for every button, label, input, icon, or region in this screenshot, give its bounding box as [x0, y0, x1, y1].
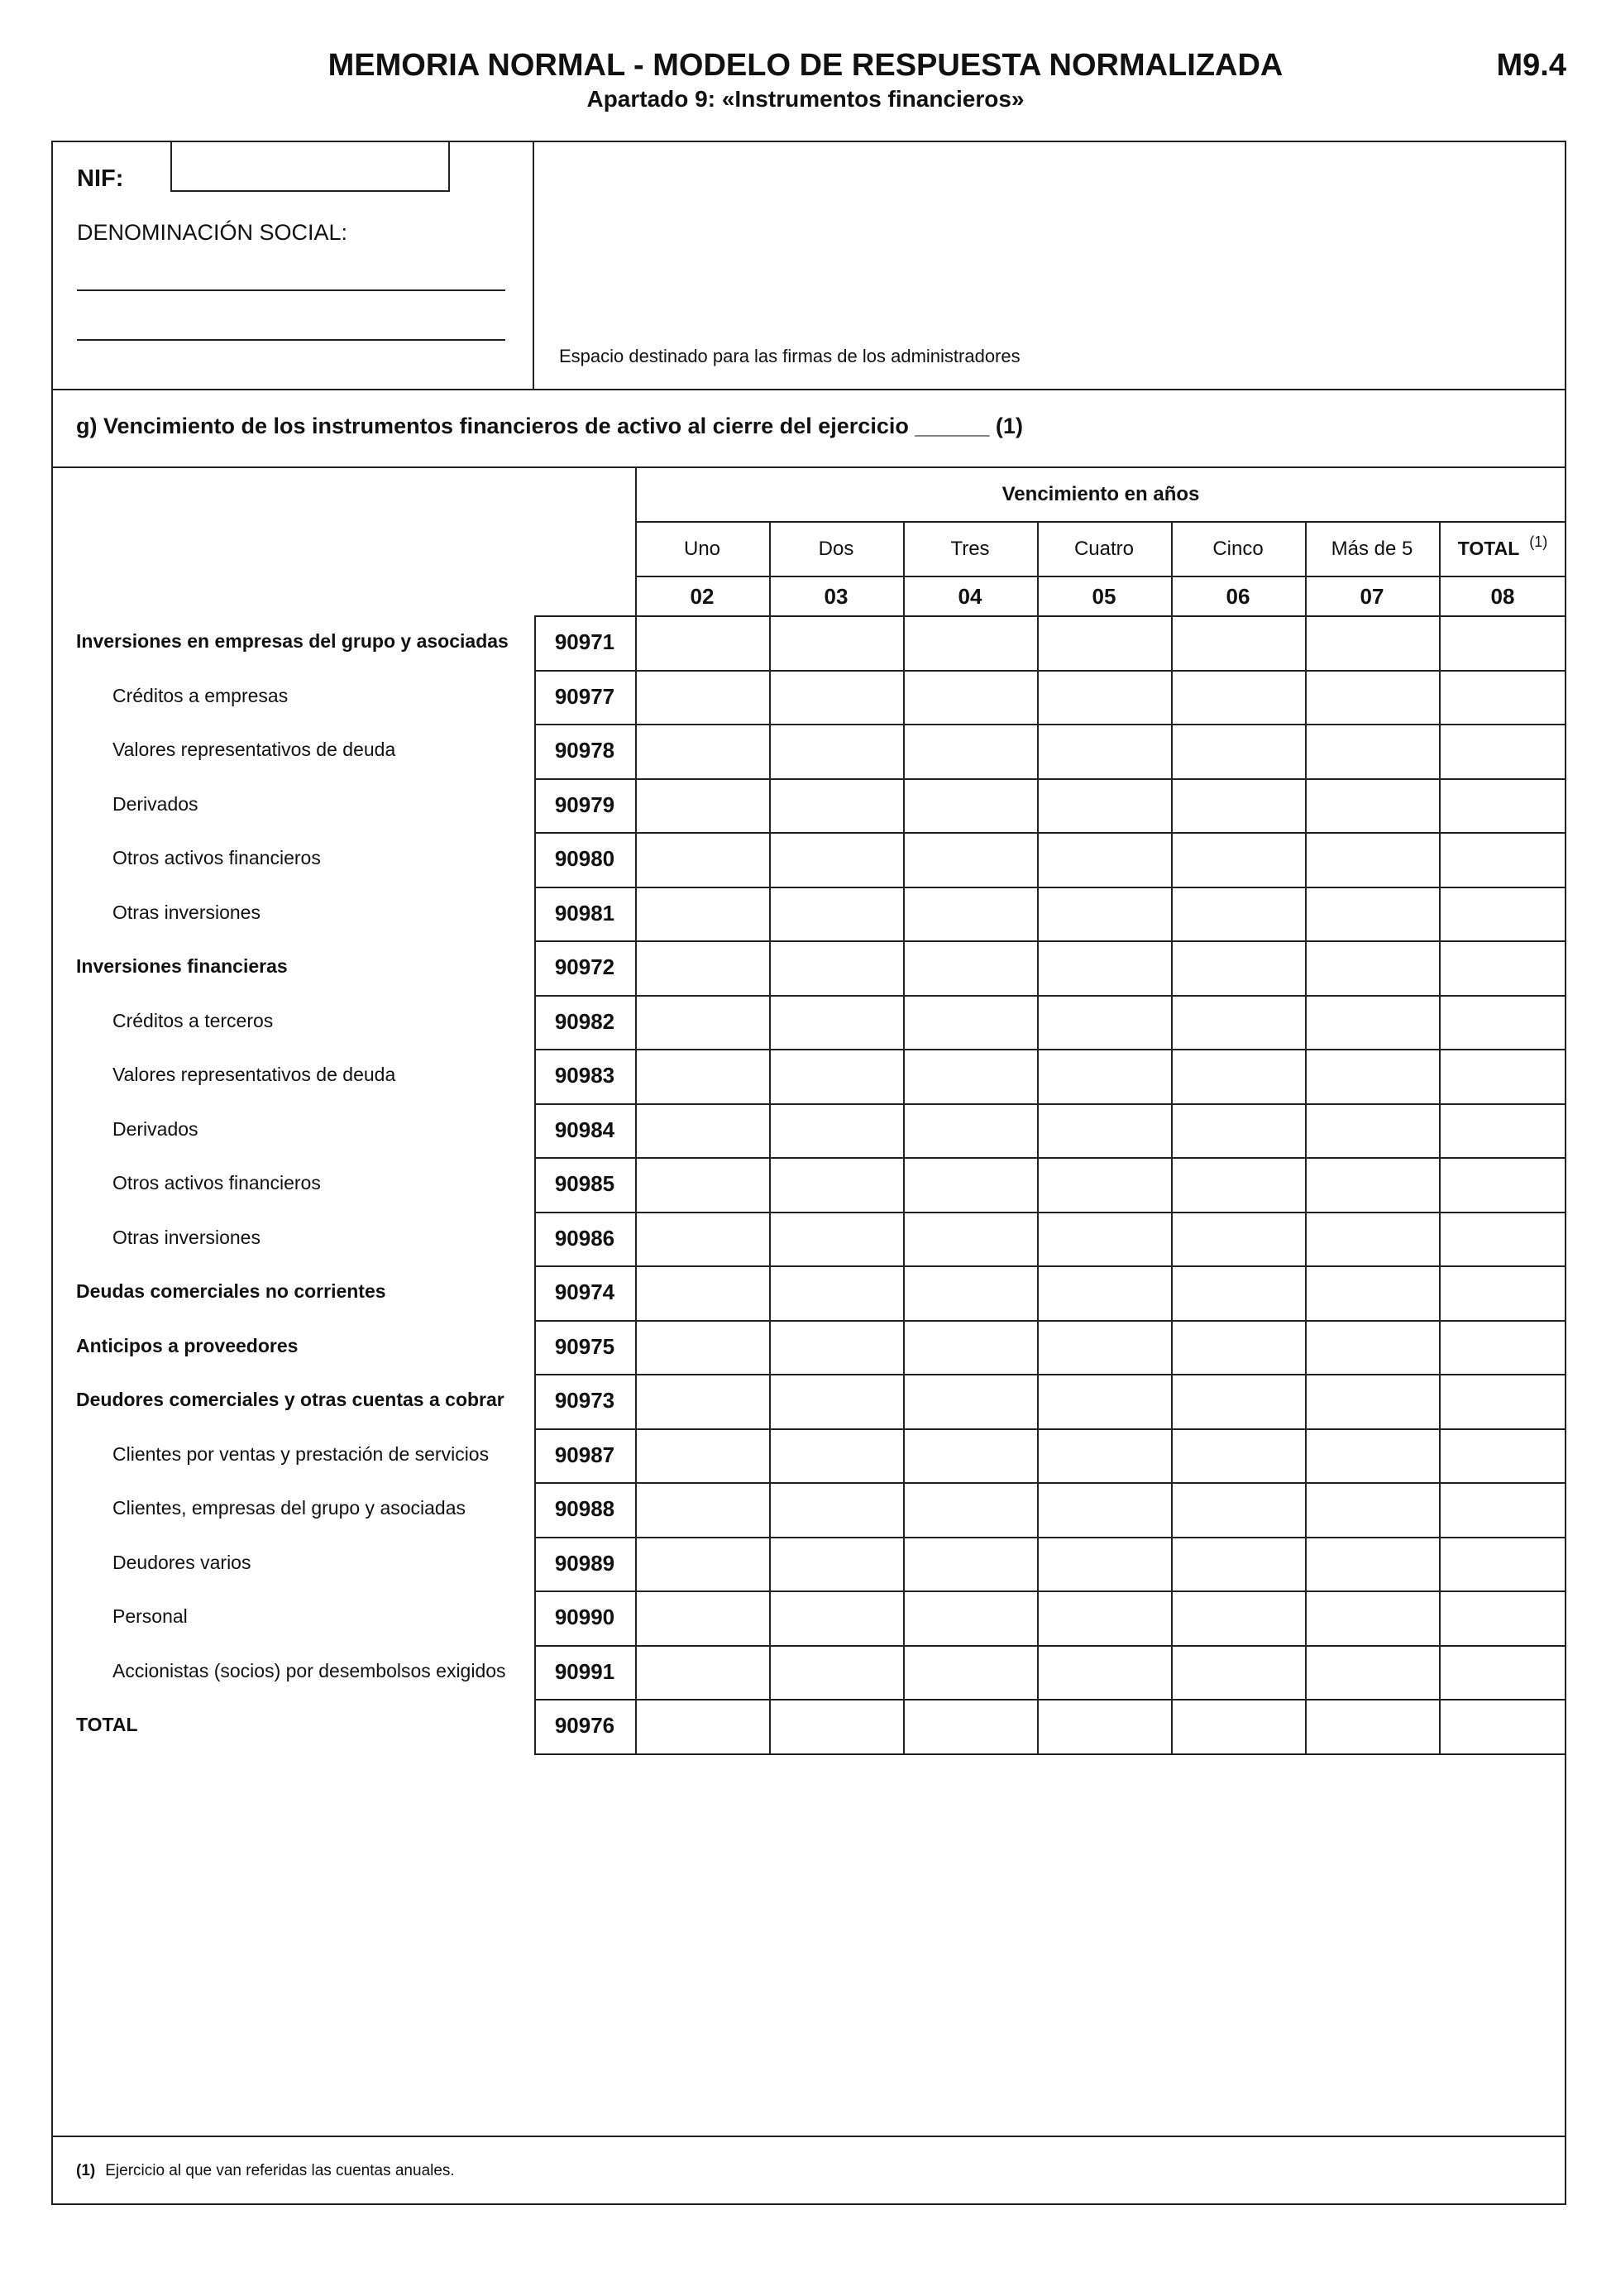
value-cell[interactable] — [1173, 1430, 1303, 1481]
value-cell[interactable] — [1441, 997, 1565, 1048]
value-cell[interactable] — [1039, 1213, 1169, 1265]
value-cell[interactable] — [637, 997, 767, 1048]
column-header-label: Uno — [683, 538, 721, 560]
value-cell[interactable] — [637, 1375, 767, 1427]
value-cell[interactable] — [905, 1484, 1035, 1535]
value-cell[interactable] — [1173, 834, 1303, 885]
row-code: 90991 — [554, 1658, 615, 1684]
column-header-label: Cuatro — [1073, 538, 1135, 560]
value-cell[interactable] — [1173, 617, 1303, 668]
value-cell[interactable] — [1307, 1647, 1437, 1698]
column-code: 06 — [1226, 584, 1250, 609]
maturity-group-header: Vencimiento en años — [1001, 483, 1200, 505]
value-cell[interactable] — [637, 1322, 767, 1373]
value-cell[interactable] — [1307, 1375, 1437, 1427]
value-cell[interactable] — [637, 1430, 767, 1481]
value-cell[interactable] — [1039, 997, 1169, 1048]
footnote-reference: (1) — [1529, 533, 1548, 550]
form-frame — [51, 141, 1566, 2205]
value-cell[interactable] — [771, 1213, 901, 1265]
value-cell[interactable] — [1441, 780, 1565, 831]
row-label: Clientes por ventas y prestación de servicios — [112, 1442, 490, 1465]
value-cell[interactable] — [771, 725, 901, 777]
value-cell[interactable] — [1039, 1700, 1169, 1752]
form-code: M9.4 — [1496, 48, 1566, 83]
value-cell[interactable] — [1307, 1322, 1437, 1373]
value-cell[interactable] — [771, 1375, 901, 1427]
column-header-label: Tres — [950, 538, 990, 560]
value-cell[interactable] — [905, 1647, 1035, 1698]
value-cell[interactable] — [771, 617, 901, 668]
value-cell[interactable] — [1039, 1647, 1169, 1698]
value-cell[interactable] — [1039, 1267, 1169, 1318]
value-cell[interactable] — [1441, 617, 1565, 668]
value-cell[interactable] — [1173, 1484, 1303, 1535]
value-cell[interactable] — [1039, 888, 1169, 940]
row-code: 90977 — [554, 683, 615, 709]
column-header — [1305, 538, 1439, 561]
value-cell[interactable] — [1307, 1592, 1437, 1643]
grid-line — [635, 521, 1566, 523]
value-cell[interactable] — [1173, 1592, 1303, 1643]
value-cell[interactable] — [1307, 1538, 1437, 1590]
value-cell[interactable] — [637, 1105, 767, 1156]
value-cell[interactable] — [637, 1647, 767, 1698]
form-subtitle: Apartado 9: «Instrumentos financieros» — [586, 86, 1025, 112]
row-code: 90988 — [554, 1496, 615, 1521]
row-code: 90972 — [554, 954, 615, 979]
value-cell[interactable] — [1039, 1484, 1169, 1535]
value-cell[interactable] — [1173, 997, 1303, 1048]
value-cell[interactable] — [1307, 672, 1437, 723]
value-cell[interactable] — [1173, 942, 1303, 993]
column-header — [635, 538, 769, 561]
denominacion-line-1[interactable] — [77, 289, 505, 291]
row-code: 90981 — [554, 900, 615, 926]
column-header — [1439, 533, 1566, 560]
value-cell[interactable] — [1039, 942, 1169, 993]
footnote-marker: (1) — [76, 2162, 96, 2179]
form-title: MEMORIA NORMAL - MODELO DE RESPUESTA NORMALIZADA — [327, 48, 1284, 83]
value-cell[interactable] — [1039, 617, 1169, 668]
nif-field[interactable] — [170, 142, 450, 192]
column-header-label: Dos — [818, 538, 854, 560]
row-label: Inversiones en empresas del grupo y asociadas — [76, 630, 509, 652]
row-label: Otros activos financieros — [112, 847, 321, 868]
value-cell[interactable] — [1441, 1647, 1565, 1698]
value-cell[interactable] — [1307, 997, 1437, 1048]
value-cell[interactable] — [1307, 1430, 1437, 1481]
value-cell[interactable] — [771, 888, 901, 940]
value-cell[interactable] — [771, 997, 901, 1048]
value-cell[interactable] — [1441, 1050, 1565, 1102]
row-label: Personal — [112, 1605, 188, 1627]
value-cell[interactable] — [1039, 1375, 1169, 1427]
grid-line — [635, 576, 1566, 577]
row-code: 90984 — [554, 1117, 615, 1142]
value-cell[interactable] — [905, 1213, 1035, 1265]
divider — [53, 466, 1565, 468]
value-cell[interactable] — [637, 834, 767, 885]
value-cell[interactable] — [905, 725, 1035, 777]
row-label: Otras inversiones — [112, 901, 261, 923]
row-label: Clientes, empresas del grupo y asociadas — [112, 1497, 466, 1519]
column-code: 03 — [824, 584, 849, 609]
value-cell[interactable] — [1307, 1484, 1437, 1535]
signature-caption: Espacio destinado para las firmas de los administradores — [559, 346, 1021, 366]
value-cell[interactable] — [1039, 1159, 1169, 1210]
row-code: 90975 — [554, 1333, 615, 1359]
value-cell[interactable] — [1307, 834, 1437, 885]
row-code: 90989 — [554, 1550, 615, 1576]
value-cell[interactable] — [1441, 942, 1565, 993]
value-cell[interactable] — [1441, 1322, 1565, 1373]
footnote — [76, 2162, 455, 2180]
row-label: Otros activos financieros — [112, 1172, 321, 1193]
row-code: 90986 — [554, 1225, 615, 1251]
column-header — [769, 538, 903, 561]
value-cell[interactable] — [905, 1159, 1035, 1210]
value-cell[interactable] — [1441, 1592, 1565, 1643]
value-cell[interactable] — [905, 1592, 1035, 1643]
value-cell[interactable] — [1307, 1213, 1437, 1265]
value-cell[interactable] — [771, 1267, 901, 1318]
value-cell[interactable] — [1039, 780, 1169, 831]
row-code: 90982 — [554, 1008, 615, 1034]
value-cell[interactable] — [1039, 1430, 1169, 1481]
value-cell[interactable] — [1173, 888, 1303, 940]
value-cell[interactable] — [1039, 1050, 1169, 1102]
row-label: Créditos a terceros — [112, 1009, 274, 1031]
value-cell[interactable] — [1441, 1484, 1565, 1535]
value-cell[interactable] — [771, 834, 901, 885]
row-code: 90974 — [554, 1280, 615, 1304]
value-cell[interactable] — [905, 1322, 1035, 1373]
value-cell[interactable] — [905, 1375, 1035, 1427]
row-label: Deudas comerciales no corrientes — [76, 1280, 386, 1302]
value-cell[interactable] — [1039, 1592, 1169, 1643]
footnote-text: Ejercicio al que van referidas las cuentas anuales. — [105, 2162, 455, 2179]
row-code: 90980 — [554, 846, 615, 871]
value-cell[interactable] — [771, 1159, 901, 1210]
row-code: 90971 — [554, 629, 615, 654]
value-cell[interactable] — [1441, 1375, 1565, 1427]
signature-box[interactable] — [534, 142, 1565, 390]
row-label: Derivados — [112, 792, 198, 815]
value-cell[interactable] — [1173, 1050, 1303, 1102]
value-cell[interactable] — [1039, 725, 1169, 777]
value-cell[interactable] — [1173, 1159, 1303, 1210]
value-cell[interactable] — [1173, 1700, 1303, 1752]
value-cell[interactable] — [637, 1700, 767, 1752]
row-label: Accionistas (socios) por desembolsos exigidos — [112, 1659, 506, 1681]
value-cell[interactable] — [905, 888, 1035, 940]
row-code: 90976 — [554, 1713, 615, 1738]
value-cell[interactable] — [905, 834, 1035, 885]
value-cell[interactable] — [1173, 1105, 1303, 1156]
value-cell[interactable] — [1173, 1213, 1303, 1265]
value-cell[interactable] — [637, 1159, 767, 1210]
value-cell[interactable] — [1441, 888, 1565, 940]
value-cell[interactable] — [637, 617, 767, 668]
value-cell[interactable] — [1441, 1267, 1565, 1318]
value-cell[interactable] — [1173, 1538, 1303, 1590]
value-cell[interactable] — [1441, 1159, 1565, 1210]
grid-line — [534, 1753, 1566, 1755]
value-cell[interactable] — [637, 1484, 767, 1535]
column-code: 08 — [1490, 584, 1515, 609]
value-cell[interactable] — [1039, 1538, 1169, 1590]
row-code: 90973 — [554, 1388, 615, 1413]
value-cell[interactable] — [771, 1322, 901, 1373]
value-cell[interactable] — [1307, 1105, 1437, 1156]
value-cell[interactable] — [1307, 1700, 1437, 1752]
value-cell[interactable] — [905, 780, 1035, 831]
column-header — [903, 538, 1037, 561]
denominacion-line-2[interactable] — [77, 339, 505, 341]
value-cell[interactable] — [1307, 1159, 1437, 1210]
value-cell[interactable] — [637, 672, 767, 723]
denominacion-label: DENOMINACIÓN SOCIAL: — [77, 220, 348, 245]
nif-label: NIF: — [77, 165, 124, 192]
value-cell[interactable] — [905, 1700, 1035, 1752]
value-cell[interactable] — [1441, 1430, 1565, 1481]
row-label: Valores representativos de deuda — [112, 739, 396, 760]
value-cell[interactable] — [905, 617, 1035, 668]
value-cell[interactable] — [1173, 1375, 1303, 1427]
value-cell[interactable] — [771, 780, 901, 831]
value-cell[interactable] — [1039, 834, 1169, 885]
value-cell[interactable] — [771, 1105, 901, 1156]
value-cell[interactable] — [637, 1538, 767, 1590]
value-cell[interactable] — [1441, 672, 1565, 723]
value-cell[interactable] — [905, 1105, 1035, 1156]
value-cell[interactable] — [771, 1484, 901, 1535]
value-cell[interactable] — [1307, 725, 1437, 777]
row-code: 90985 — [554, 1171, 615, 1196]
value-cell[interactable] — [1173, 1267, 1303, 1318]
value-cell[interactable] — [637, 1213, 767, 1265]
row-label: Anticipos a proveedores — [76, 1334, 299, 1356]
value-cell[interactable] — [1441, 1105, 1565, 1156]
value-cell[interactable] — [1039, 1105, 1169, 1156]
value-cell[interactable] — [905, 1430, 1035, 1481]
row-label: Inversiones financieras — [76, 955, 288, 977]
value-cell[interactable] — [1307, 942, 1437, 993]
value-cell[interactable] — [1441, 1213, 1565, 1265]
value-cell[interactable] — [1307, 888, 1437, 940]
row-code: 90987 — [554, 1442, 615, 1467]
row-label: Derivados — [112, 1117, 198, 1140]
value-cell[interactable] — [771, 1647, 901, 1698]
row-label: Créditos a empresas — [112, 684, 289, 706]
row-label: Deudores comerciales y otras cuentas a cobrar — [76, 1389, 504, 1410]
row-label: TOTAL — [76, 1714, 138, 1735]
value-cell[interactable] — [1173, 1322, 1303, 1373]
value-cell[interactable] — [905, 997, 1035, 1048]
value-cell[interactable] — [771, 942, 901, 993]
value-cell[interactable] — [1441, 725, 1565, 777]
value-cell[interactable] — [905, 1538, 1035, 1590]
column-code: 05 — [1092, 584, 1116, 609]
value-cell[interactable] — [1173, 672, 1303, 723]
value-cell[interactable] — [771, 672, 901, 723]
value-cell[interactable] — [637, 780, 767, 831]
value-cell[interactable] — [905, 672, 1035, 723]
value-cell[interactable] — [1039, 672, 1169, 723]
value-cell[interactable] — [1307, 780, 1437, 831]
row-label: Otras inversiones — [112, 1226, 261, 1248]
value-cell[interactable] — [771, 1592, 901, 1643]
value-cell[interactable] — [1173, 725, 1303, 777]
column-header — [1037, 538, 1171, 561]
row-code: 90979 — [554, 792, 615, 817]
row-label: Valores representativos de deuda — [112, 1064, 396, 1085]
value-cell[interactable] — [637, 888, 767, 940]
column-header-label: TOTAL — [1457, 538, 1520, 559]
value-cell[interactable] — [905, 1267, 1035, 1318]
value-cell[interactable] — [637, 942, 767, 993]
section-title: g) Vencimiento de los instrumentos financieros de activo al cierre del ejercicio ______ (1) — [76, 414, 1023, 438]
row-label: Deudores varios — [112, 1551, 251, 1573]
column-header — [1171, 538, 1305, 561]
value-cell[interactable] — [771, 1700, 901, 1752]
value-cell[interactable] — [637, 1592, 767, 1643]
row-code: 90978 — [554, 738, 615, 763]
column-header-label: Más de 5 — [1331, 538, 1413, 560]
column-code: 07 — [1360, 584, 1384, 609]
value-cell[interactable] — [905, 942, 1035, 993]
value-cell[interactable] — [771, 1538, 901, 1590]
column-code: 04 — [958, 584, 982, 609]
column-code: 02 — [690, 584, 715, 609]
value-cell[interactable] — [771, 1050, 901, 1102]
value-cell[interactable] — [771, 1430, 901, 1481]
value-cell[interactable] — [1441, 1538, 1565, 1590]
identification-box — [53, 142, 534, 390]
value-cell[interactable] — [1173, 780, 1303, 831]
value-cell[interactable] — [1173, 1647, 1303, 1698]
row-code: 90990 — [554, 1605, 615, 1629]
column-header-label: Cinco — [1212, 538, 1264, 560]
value-cell[interactable] — [637, 1050, 767, 1102]
value-cell[interactable] — [637, 1267, 767, 1318]
value-cell[interactable] — [1441, 1700, 1565, 1752]
divider — [53, 2136, 1565, 2137]
value-cell[interactable] — [1307, 617, 1437, 668]
value-cell[interactable] — [1307, 1050, 1437, 1102]
value-cell[interactable] — [1307, 1267, 1437, 1318]
row-code: 90983 — [554, 1063, 615, 1088]
value-cell[interactable] — [1039, 1322, 1169, 1373]
value-cell[interactable] — [1441, 834, 1565, 885]
value-cell[interactable] — [637, 725, 767, 777]
value-cell[interactable] — [905, 1050, 1035, 1102]
